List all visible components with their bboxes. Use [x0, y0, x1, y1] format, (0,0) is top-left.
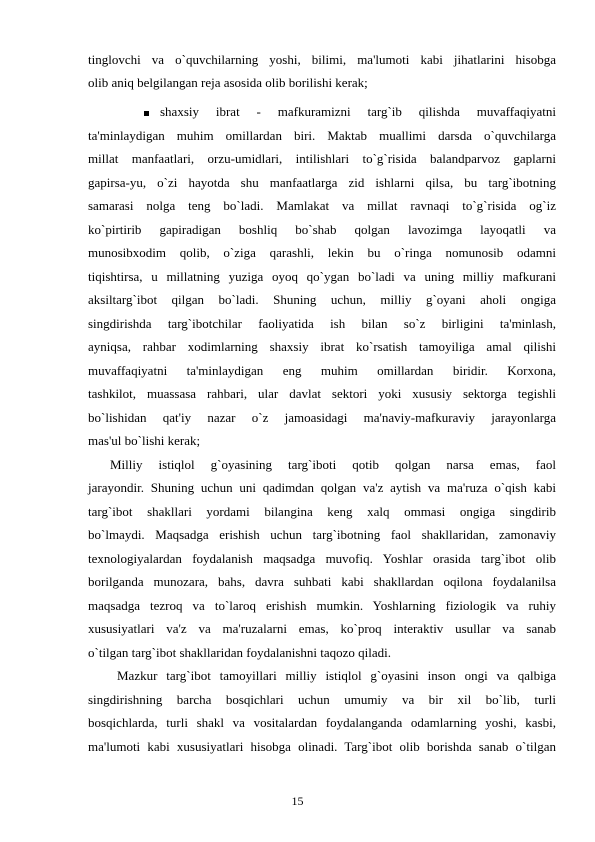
text-line: ko`pirtirib gapiradigan boshliq bo`shab qolgan lavozimga layoqatli va — [88, 222, 556, 237]
text-line: bosqichlarda, turli shakl va vositalardan foydalanganda odamlarning yoshi, kasbi, — [88, 715, 556, 730]
text-line: millat manfaatlari, orzu-umidlari, intilishlari to`g`risida balandparvoz gaplarni — [88, 151, 556, 166]
text-line: gapirsa-yu, o`zi hayotda shu manfaatlarga zid ishlarni qilsa, bu targ`ibotning — [88, 175, 556, 190]
text-line: aksiltarg`ibot qilgan bo`ladi. Shuning uchun, milliy g`oyani aholi ongiga — [88, 292, 556, 307]
text-line: texnologiyalardan foydalanish maqsadga muvofiq. Yoshlar orasida targ`ibot olib — [88, 551, 556, 566]
text-line: borilganda munozara, bahs, davra suhbati kabi shakllardan oqilona foydalanilsa — [88, 574, 556, 589]
text-line: bo`lishidan qat'iy nazar o`z jamoasidagi ma'naviy-mafkuraviy jarayonlarga — [88, 410, 556, 425]
text-line: tiqishtirsa, u millatning yuziga oyoq qo`ygan bo`ladi va uning milliy mafkurani — [88, 269, 556, 284]
text-line: olib aniq belgilangan reja asosida olib borilishi kerak; — [88, 75, 368, 90]
text-line: singdirishda targ`ibotchilar faoliyatida ish bilan so`z birligini ta'minlash, — [88, 316, 556, 331]
text-line: Milliy istiqlol g`oyasining targ`iboti qotib qolgan narsa emas, faol — [110, 457, 556, 472]
text-line: mas'ul bo`lishi kerak; — [88, 433, 201, 448]
text-line: xususiyatlari va'z va ma'ruzalarni emas, ko`proq interaktiv usullar va sanab — [88, 621, 556, 636]
text-line: samarasi nolga teng bo`ladi. Mamlakat va millat ravnaqi to`g`risida og`iz — [88, 198, 556, 213]
text-line: jarayondir. Shuning uchun uni qadimdan qolgan va'z aytish va ma'ruza o`qish kabi — [88, 480, 556, 495]
text-line: tinglovchi va o`quvchilarning yoshi, bilimi, ma'lumoti kabi jihatlarini hisobga — [88, 52, 556, 67]
text-line: singdirishning barcha bosqichlari uchun umumiy va bir xil bo`lib, turli — [88, 692, 556, 707]
bullet-marker — [144, 111, 149, 116]
text-line: ta'minlaydigan muhim omillardan biri. Maktab muallimi darsda o`quvchilarga — [88, 128, 556, 143]
text-line: bo`lmaydi. Maqsadga erishish uchun targ`ibotning faol shakllaridan, zamonaviy — [88, 527, 556, 542]
text-line: ayniqsa, rahbar xodimlarning shaxsiy ibrat ko`rsatish tamoyiliga amal qilishi — [88, 339, 556, 354]
text-line: targ`ibot shakllari yordami bilangina keng xalq ommasi ongiga singdirib — [88, 504, 556, 519]
text-line: maqsadga tezroq va to`laroq erishish mumkin. Yoshlarning fiziologik va ruhiy — [88, 598, 556, 613]
text-line: munosibxodim qolib, o`ziga qarashli, lekin bu o`ringa nomunosib odamni — [88, 245, 556, 260]
page-number: 15 — [291, 794, 304, 808]
text-line: Mazkur targ`ibot tamoyillari milliy istiqlol g`oyasini inson ongi va qalbiga — [117, 668, 556, 683]
text-line: muvaffaqiyatni ta'minlaydigan eng muhim omillardan biridir. Korxona, — [88, 363, 556, 378]
text-line: o`tilgan targ`ibot shakllaridan foydalanishni taqozo qiladi. — [88, 645, 392, 660]
text-line: ma'lumoti kabi xususiyatlari hisobga olinadi. Targ`ibot olib borishda sanab o`tilgan — [88, 739, 556, 754]
text-line: tashkilot, muassasa rahbari, ular davlat sektori yoki xususiy sektorga tegishli — [88, 386, 556, 401]
text-line: shaxsiy ibrat - mafkuramizni targ`ib qilishda muvaffaqiyatni — [160, 104, 556, 119]
